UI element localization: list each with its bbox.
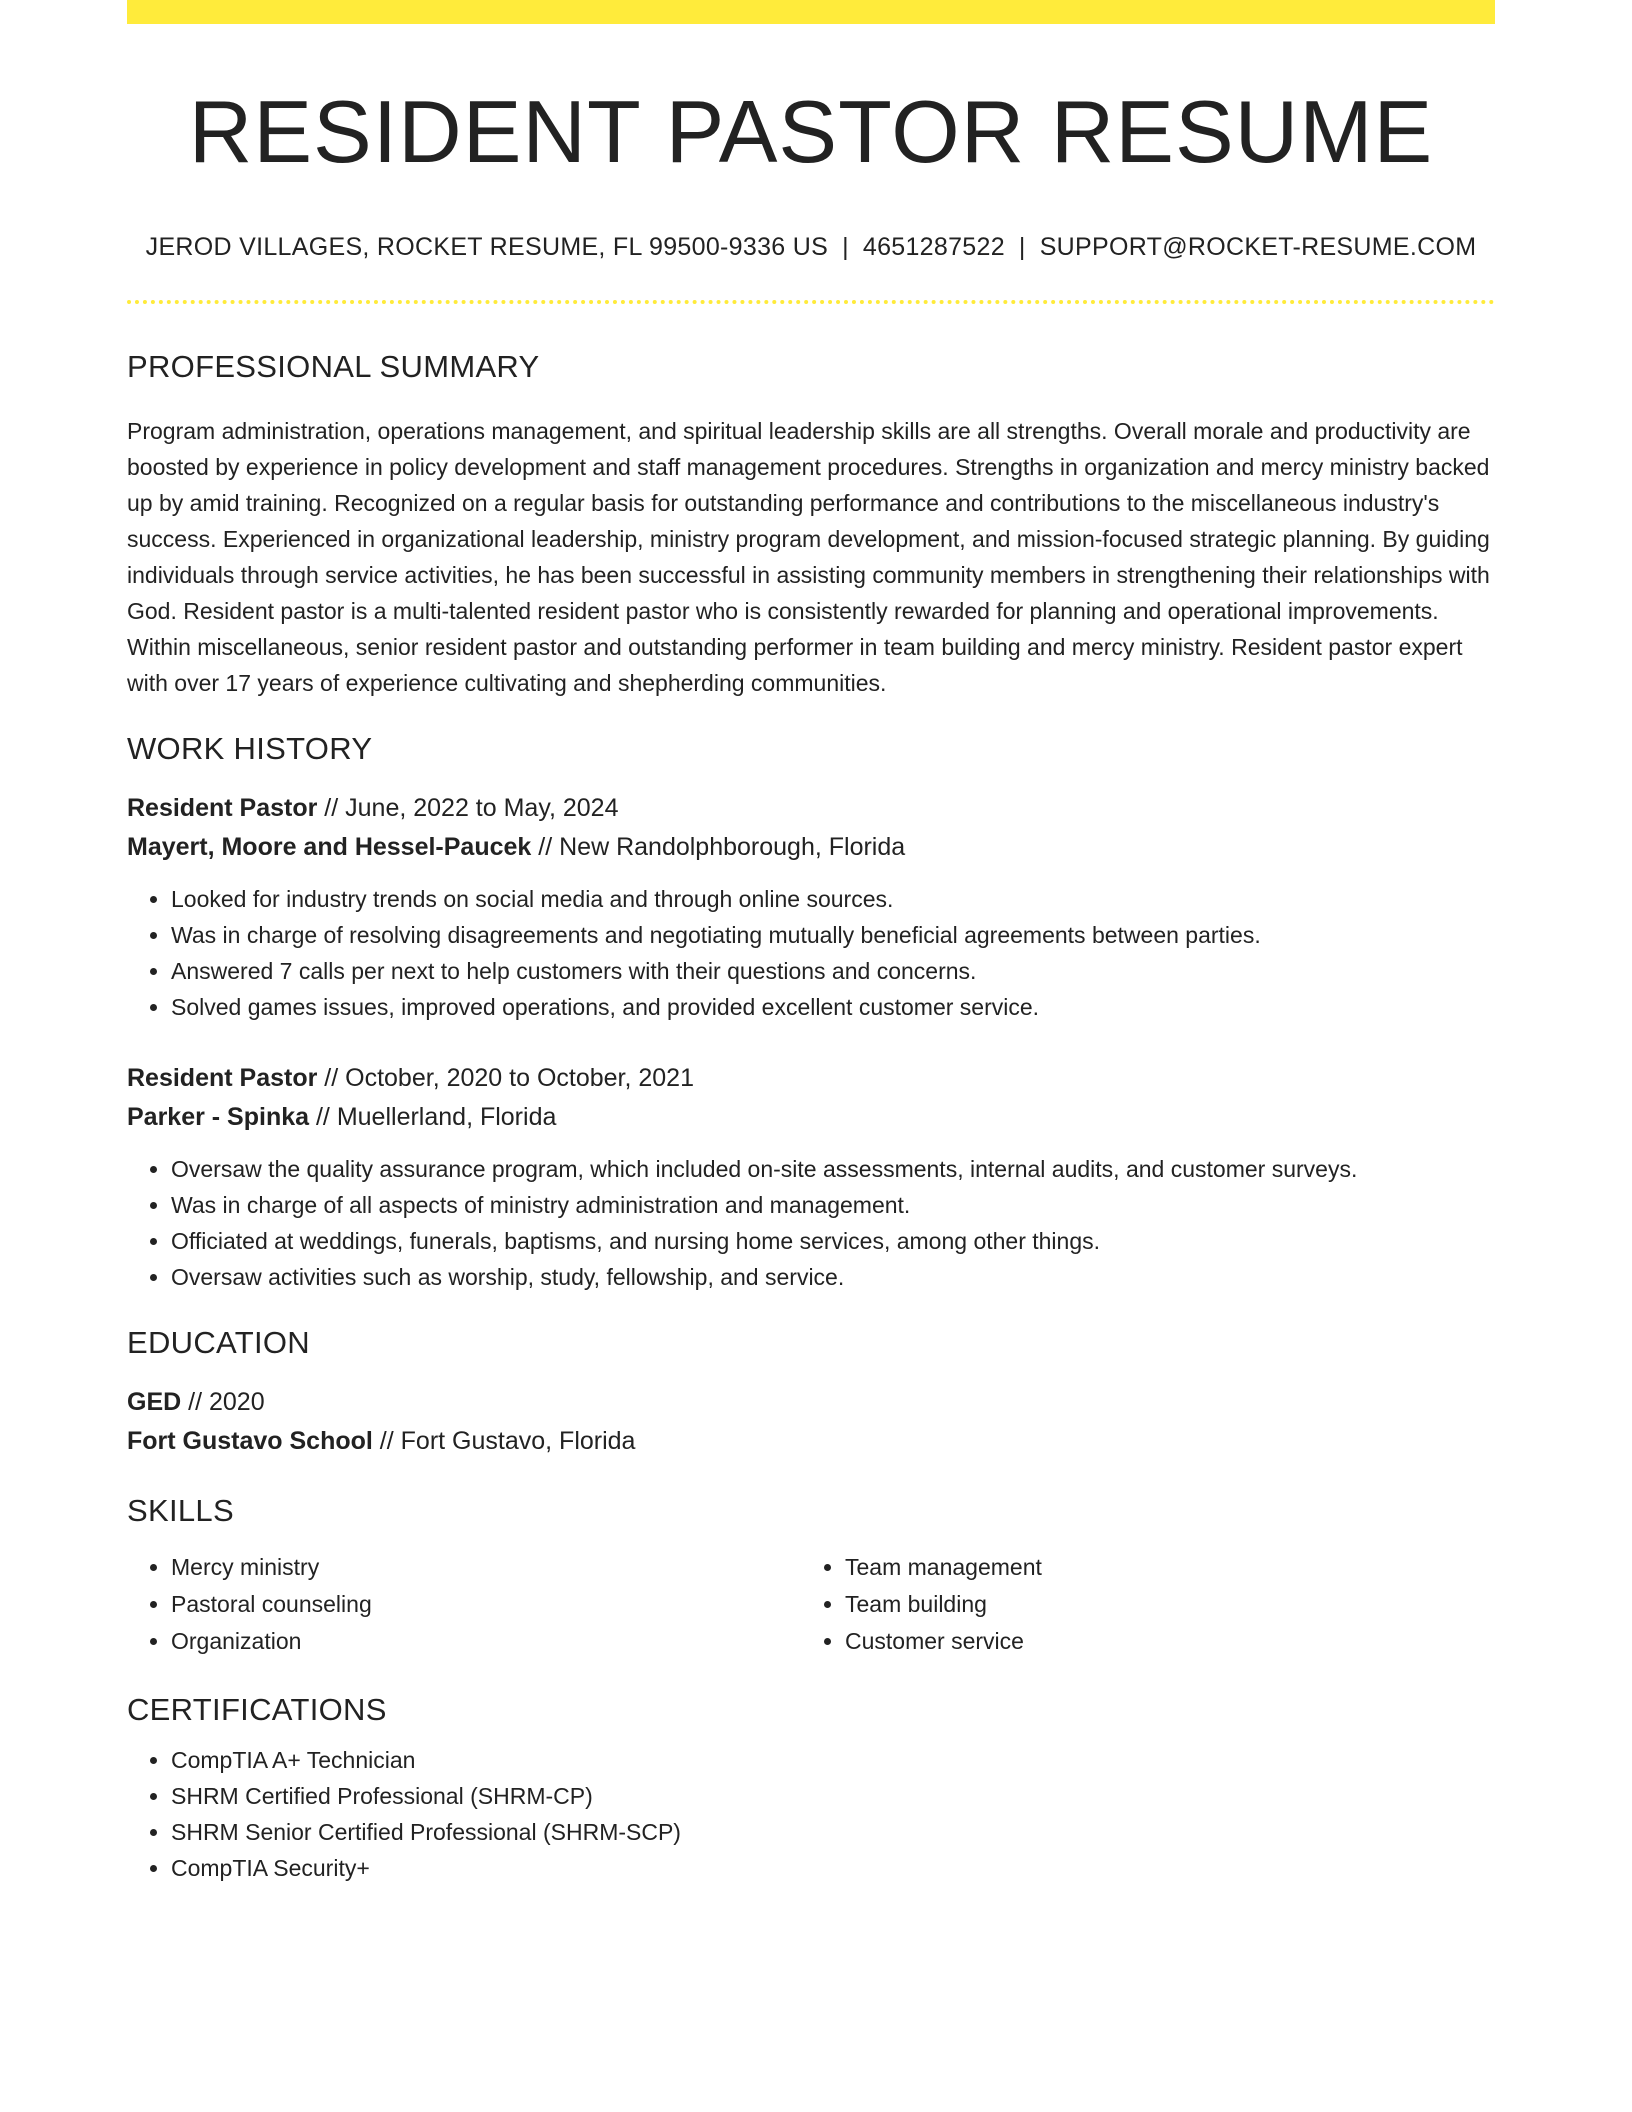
summary-text: Program administration, operations management, and spiritual leadership skills are all strengths. Overall morale and productivity are boosted by experience in policy development and staff management procedures. Strengths in organization and mercy ministry backed up by amid training. Recognized on a regular basis for outstanding performance and contributions to the miscellaneous industry's success. Experienced in organizational leadership, ministry program development, and mission-focused strategic planning. By guiding individuals through service activities, he has been successful in assisting community members in strengthening their relationships with God. Resident pastor is a multi-talented resident pastor who is consistently rewarded for planning and operational improvements. Within miscellaneous, senior resident pastor and outstanding performer in team building and mercy ministry. Resident pastor expert with over 17 years of experience cultivating and shepherding communities. [127, 417, 1490, 696]
job-entry [127, 1059, 1495, 1295]
education-location: Fort Gustavo, Florida [400, 1426, 636, 1455]
contact-phone: 4651287522 [862, 232, 1005, 261]
skills-column-right [801, 1549, 1475, 1660]
job-dates: October, 2020 to October, 2021 [345, 1063, 694, 1092]
list-item: • CompTIA Security+ [171, 1850, 1495, 1886]
accent-top-bar [127, 0, 1495, 24]
list-item: • SHRM Senior Certified Professional (SHRM-SCP) [171, 1814, 1495, 1850]
field-separator: // [317, 793, 346, 822]
job-location: Muellerland, Florida [336, 1102, 557, 1131]
job-location: New Randolphborough, Florida [559, 832, 906, 861]
dotted-divider [127, 300, 1495, 304]
contact-line [127, 233, 1495, 262]
skills-column-left [127, 1549, 801, 1660]
job-title-line [127, 789, 1495, 828]
certifications-heading: CERTIFICATIONS [127, 1691, 387, 1727]
work-history-heading: WORK HISTORY [127, 730, 373, 766]
resume-title: RESIDENT PASTOR RESUME [188, 82, 1434, 181]
list-item: • Organization [171, 1623, 801, 1660]
job-dates: June, 2022 to May, 2024 [345, 793, 619, 822]
education-entry [127, 1383, 1495, 1461]
contact-email: SUPPORT@ROCKET-RESUME.COM [1039, 232, 1477, 261]
list-item: • Was in charge of all aspects of ministry administration and management. [171, 1187, 1495, 1223]
education-heading: EDUCATION [127, 1324, 310, 1360]
contact-separator: | [842, 232, 849, 261]
list-item: • Oversaw activities such as worship, study, fellowship, and service. [171, 1259, 1495, 1295]
education-degree-line [127, 1383, 1495, 1422]
job-title: Resident Pastor [127, 793, 318, 822]
job-bullets [127, 1151, 1495, 1295]
job-company: Parker - Spinka [127, 1102, 310, 1131]
list-item: • Solved games issues, improved operations, and provided excellent customer service. [171, 989, 1495, 1025]
skills-heading: SKILLS [127, 1492, 234, 1528]
list-item: • Looked for industry trends on social media and through online sources. [171, 881, 1495, 917]
education-year: 2020 [208, 1387, 265, 1416]
field-separator: // [181, 1387, 209, 1416]
job-bullets [127, 881, 1495, 1025]
job-entry [127, 789, 1495, 1025]
contact-separator: | [1018, 232, 1026, 261]
job-title: Resident Pastor [127, 1063, 318, 1092]
certifications-list [127, 1742, 1495, 1886]
list-item: • CompTIA A+ Technician [171, 1742, 1495, 1778]
field-separator: // [372, 1426, 401, 1455]
list-item: • Mercy ministry [171, 1549, 801, 1586]
list-item: • Pastoral counseling [171, 1586, 801, 1623]
job-company: Mayert, Moore and Hessel-Paucek [127, 832, 532, 861]
field-separator: // [317, 1063, 346, 1092]
education-school: Fort Gustavo School [127, 1426, 373, 1455]
job-title-line [127, 1059, 1495, 1098]
list-item: • Was in charge of resolving disagreements and negotiating mutually beneficial agreements between parties. [171, 917, 1495, 953]
contact-address: JEROD VILLAGES, ROCKET RESUME, FL 99500-9336 US [145, 232, 829, 261]
list-item: • Answered 7 calls per next to help customers with their questions and concerns. [171, 953, 1495, 989]
resume-page [127, 0, 1495, 1886]
list-item: • Customer service [845, 1623, 1475, 1660]
list-item: • Oversaw the quality assurance program, which included on-site assessments, internal audits, and customer surveys. [171, 1151, 1495, 1187]
job-company-line [127, 828, 1495, 867]
list-item: • SHRM Certified Professional (SHRM-CP) [171, 1778, 1495, 1814]
education-degree: GED [127, 1387, 182, 1416]
job-company-line [127, 1098, 1495, 1137]
skills-grid [127, 1549, 1495, 1660]
education-school-line [127, 1422, 1495, 1461]
field-separator: // [309, 1102, 337, 1131]
list-item: • Team building [845, 1586, 1475, 1623]
summary-heading: PROFESSIONAL SUMMARY [127, 348, 540, 384]
list-item: • Team management [845, 1549, 1475, 1586]
list-item: • Officiated at weddings, funerals, baptisms, and nursing home services, among other things. [171, 1223, 1495, 1259]
field-separator: // [531, 832, 560, 861]
